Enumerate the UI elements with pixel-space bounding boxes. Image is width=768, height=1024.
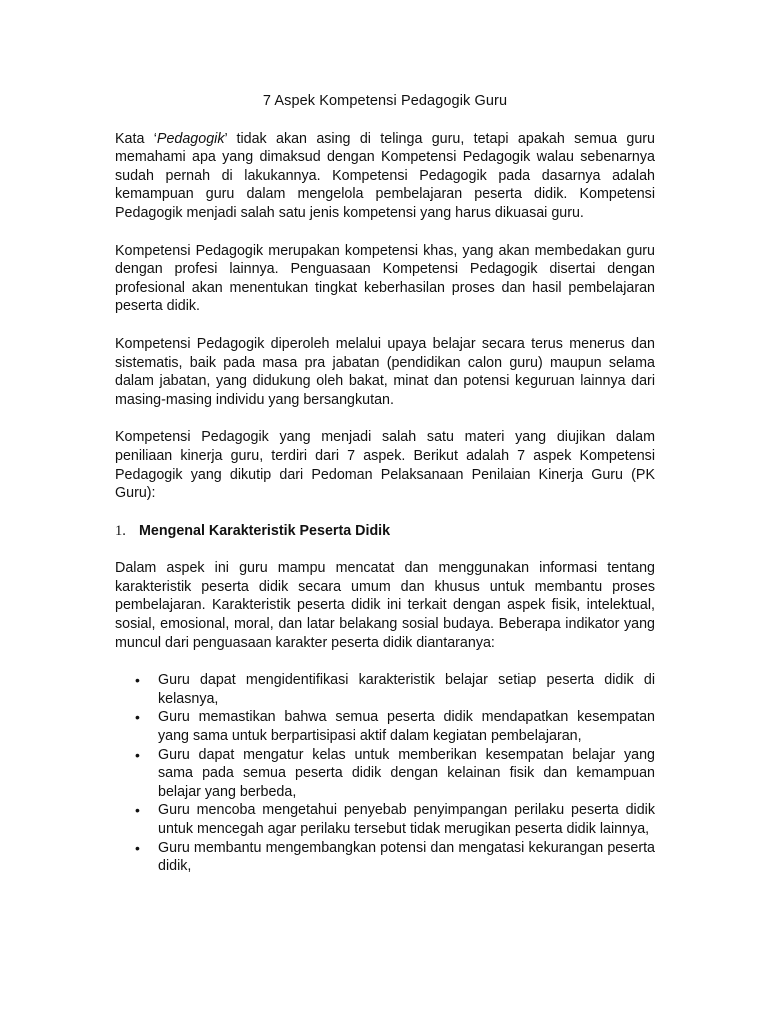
paragraph-1: Kompetensi Pedagogik merupakan kompetensi khas, yang akan membedakan guru dengan profesi lainnya. Penguasaan Kompetensi Pedagogik disertai dengan profesional akan menentukan tingkat keberhasilan proses dan hasil pembelajaran peserta didik. xyxy=(115,242,655,315)
section-paragraph: Dalam aspek ini guru mampu mencatat dan menggunakan informasi tentang karakteristik peserta didik secara umum dan khusus untuk membantu proses pembelajaran. Karakteristik peserta didik ini terkait dengan aspek fisik, intelektual, sosial, emosional, moral, dan latar belakang sosial budaya. Beberapa indikator yang muncul dari penguasaan karakter peserta didik diantaranya: xyxy=(115,560,655,651)
bullet-icon: • xyxy=(135,746,140,763)
list-item-text: Guru dapat mengatur kelas untuk memberikan kesempatan belajar yang sama pada semua peserta didik dengan kelainan fisik dan kemampuan belajar yang berbeda, xyxy=(158,746,655,800)
section-title: Mengenal Karakteristik Peserta Didik xyxy=(139,522,391,539)
list-item xyxy=(115,801,655,838)
list-item xyxy=(115,708,655,745)
list-item-text: Guru dapat mengidentifikasi karakteristik belajar setiap peserta didik di kelasnya, xyxy=(158,672,655,707)
list-item-text: Guru membantu mengembangkan potensi dan mengatasi kekurangan peserta didik, xyxy=(158,839,655,875)
list-item xyxy=(115,671,655,708)
section-number: 1. xyxy=(115,522,126,539)
document-title: 7 Aspek Kompetensi Pedagogik Guru xyxy=(262,93,508,109)
paragraph-3: Kompetensi Pedagogik yang menjadi salah satu materi yang diujikan dalam peniliaan kinerja guru, terdiri dari 7 aspek. Berikut adalah 7 aspek Kompetensi Pedagogik yang dikutip dari Pedoman Pelaksanaan Penilaian Kinerja Guru (PK Guru): xyxy=(115,429,655,502)
bullet-icon: • xyxy=(135,672,140,689)
list-item xyxy=(115,839,655,876)
indicator-list xyxy=(115,671,655,876)
section-heading xyxy=(115,522,655,541)
list-item-text: Guru mencoba mengetahui penyebab penyimpangan perilaku peserta didik untuk mencegah agar perilaku tersebut tidak merugikan peserta didik lainnya, xyxy=(158,802,655,837)
bullet-icon: • xyxy=(135,802,140,819)
list-item-text: Guru memastikan bahwa semua peserta didik mendapatkan kesempatan yang sama untuk berpartisipasi aktif dalam kegiatan pembelajaran, xyxy=(158,709,655,745)
intro-paragraph xyxy=(115,130,655,223)
bullet-icon: • xyxy=(135,839,140,856)
document-page xyxy=(115,92,655,876)
intro-term: Pedagogik xyxy=(156,130,225,147)
bullet-icon: • xyxy=(135,709,140,726)
list-item xyxy=(115,746,655,802)
intro-before: Kata ‘ xyxy=(115,130,157,147)
paragraph-2: Kompetensi Pedagogik diperoleh melalui upaya belajar secara terus menerus dan sistematis, baik pada masa pra jabatan (pendidikan calon guru) maupun selama dalam jabatan, yang didukung oleh bakat, minat dan potensi keguruan lainnya dari masing-masing individu yang bersangkutan. xyxy=(115,335,655,408)
intro-after: ’ tidak akan asing di telinga guru, tetapi apakah semua guru memahami apa yang dimaksud dengan Kompetensi Pedagogik walau sebenarnya sudah pernah di lakukannya. Kompetensi Pedagogik pada dasarnya adalah kemampuan guru dalam mengelola pembelajaran peserta didik. Kompetensi Pedagogik menjadi salah satu jenis kompetensi yang harus dikuasai guru. xyxy=(115,130,656,221)
